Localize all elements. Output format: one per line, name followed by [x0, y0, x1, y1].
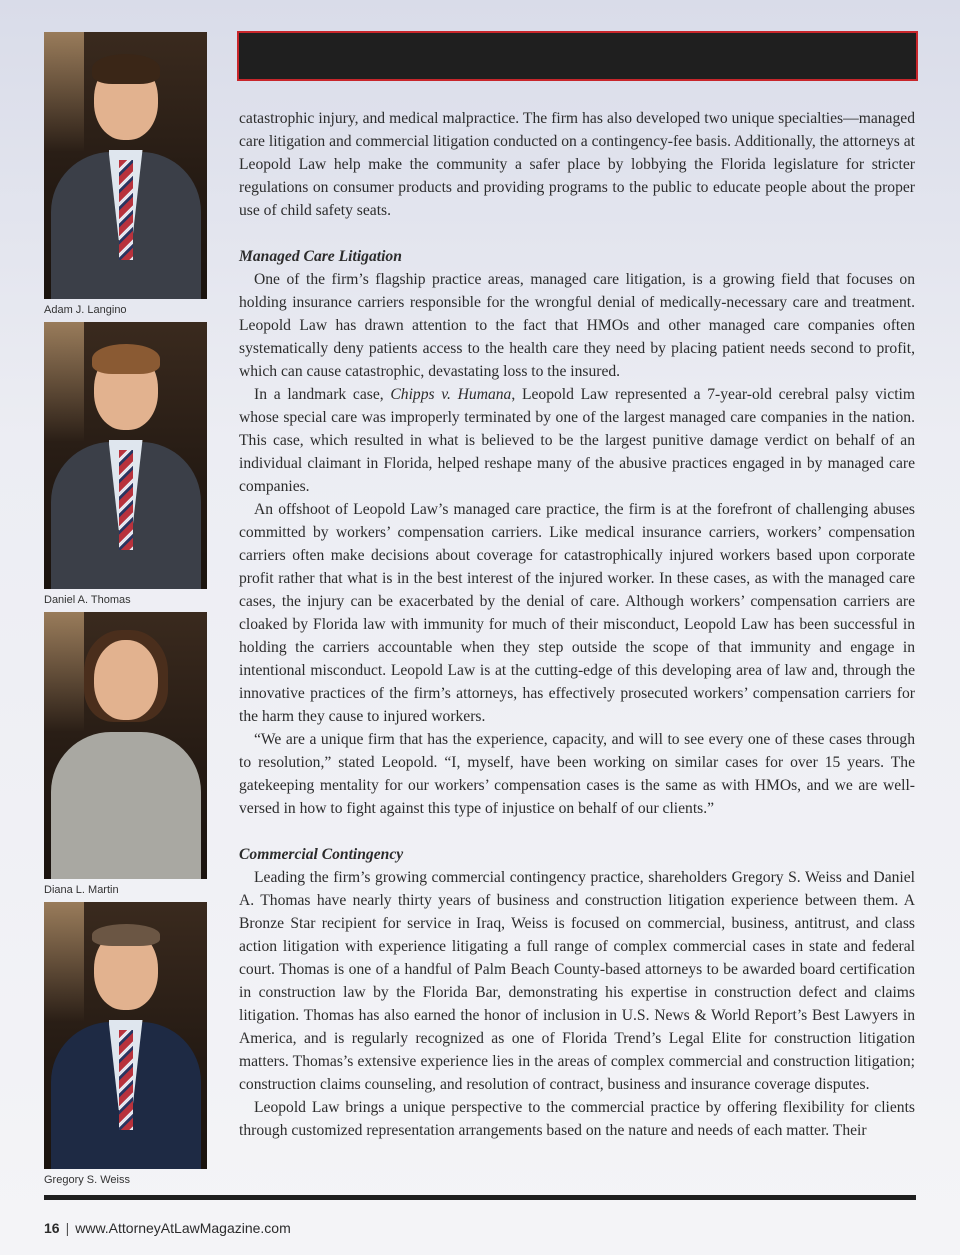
attorney-photo: [44, 322, 207, 589]
section-heading-managed-care: Managed Care Litigation: [239, 248, 402, 265]
photo-caption: Gregory S. Weiss: [44, 1174, 130, 1186]
footer-rule: [44, 1195, 916, 1200]
section-heading-commercial-contingency: Commercial Contingency: [239, 846, 404, 863]
page-footer: [44, 1220, 291, 1236]
website-link[interactable]: www.AttorneyAtLawMagazine.com: [75, 1220, 291, 1236]
intro-paragraph: catastrophic injury, and medical malpractice. The firm has also developed two unique specialties—managed care litigation and commercial litigation conducted on a contingency-fee basis. Additionally, the attorneys at Leopold Law help make the community a safer place by lobbying the Florida legislature for stricter regulations on consumer products and providing programs to the public to educate people about the proper use of child safety seats.: [239, 110, 915, 219]
page-number: 16: [44, 1220, 60, 1236]
article-body: [239, 107, 915, 1142]
attorney-photo-column: [44, 32, 207, 1192]
attorney-photo: [44, 612, 207, 879]
paragraph-chipps-case: In a landmark case, Chipps v. Humana, Leopold Law represented a 7-year-old cerebral palsy victim whose special care was improperly terminated by one of the largest managed care companies in the nation. This case, which resulted in what is believed to be the largest punitive damage verdict on behalf of an individual claimant in Florida, helped reshape many of the abusive practices engaged in by managed care companies.: [239, 386, 915, 495]
attorney-photo: [44, 902, 207, 1169]
paragraph: Leopold Law brings a unique perspective to the commercial practice by offering flexibility for clients through customized representation arrangements based on the nature and needs of each matter. Their: [239, 1099, 915, 1139]
attorney-card: [44, 612, 207, 902]
attorney-photo: [44, 32, 207, 299]
paragraph: One of the firm’s flagship practice areas, managed care litigation, is a growing field that focuses on holding insurance carriers responsible for the wrongful denial of medically-necessary care and treatment. Leopold Law has drawn attention to the fact that HMOs and other managed care companies often systematically deny patients access to the health care they need by placing patient needs second to profit, which can cause catastrophic, devastating loss to the insured.: [239, 271, 915, 380]
attorney-card: [44, 902, 207, 1192]
paragraph: Leading the firm’s growing commercial contingency practice, shareholders Gregory S. Weiss and Daniel A. Thomas have nearly thirty years of business and construction litigation experience between them. A Bronze Star recipient for service in Iraq, Weiss is focused on commercial, business, antitrust, and class action litigation with experience litigating a full range of complex commercial cases in state and federal court. Thomas is one of a handful of Palm Beach County-based attorneys to be awarded board certification in construction law by the Florida Bar, demonstrating his expertise in construction defect and claims litigation. Thomas has also earned the honor of inclusion in U.S. News & World Report’s Best Lawyers in America, and is regularly recognized as one of Florida Trend’s Legal Elite for construction litigation matters. Thomas’s extensive experience lies in the areas of complex commercial and construction litigation; construction claims counseling, and resolution of contract, business and insurance coverage disputes.: [239, 869, 915, 1093]
attorney-card: [44, 32, 207, 322]
photo-caption: Diana L. Martin: [44, 884, 119, 896]
attorney-card: [44, 322, 207, 612]
paragraph: An offshoot of Leopold Law’s managed care practice, the firm is at the forefront of challenging abuses committed by workers’ compensation carriers. Like medical insurance carriers, workers’ compensation carriers often make decisions about coverage for catastrophically injured workers based upon corporate profit rather that what is in the best interest of the injured worker. In these cases, as with the managed care cases, the injury can be exacerbated by the denial of care. Although workers’ compensation carriers are cloaked by Florida law with immunity for much of their misconduct, Leopold Law has been successful in holding the carriers accountable when they step outside the scope of that immunity and engage in intentional misconduct. Leopold Law is at the cutting-edge of this developing area of law and, through the innovative practices of the firm’s attorneys, has effectively prosecuted workers’ compensation carriers for the harm they cause to injured workers.: [239, 501, 915, 725]
photo-caption: Adam J. Langino: [44, 304, 127, 316]
footer-separator: |: [65, 1220, 70, 1236]
quote-paragraph: “We are a unique firm that has the experience, capacity, and will to see every one of these cases through to resolution,” stated Leopold. “I, myself, have been working on similar cases for over 15 years. The gatekeeping mentality for our workers’ compensation cases is the same as with HMOs, and we are well-versed in how to fight against this type of injustice on behalf of our clients.”: [239, 731, 915, 817]
case-name: Chipps v. Humana: [390, 386, 512, 403]
photo-caption: Daniel A. Thomas: [44, 594, 131, 606]
header-banner: [237, 31, 918, 81]
